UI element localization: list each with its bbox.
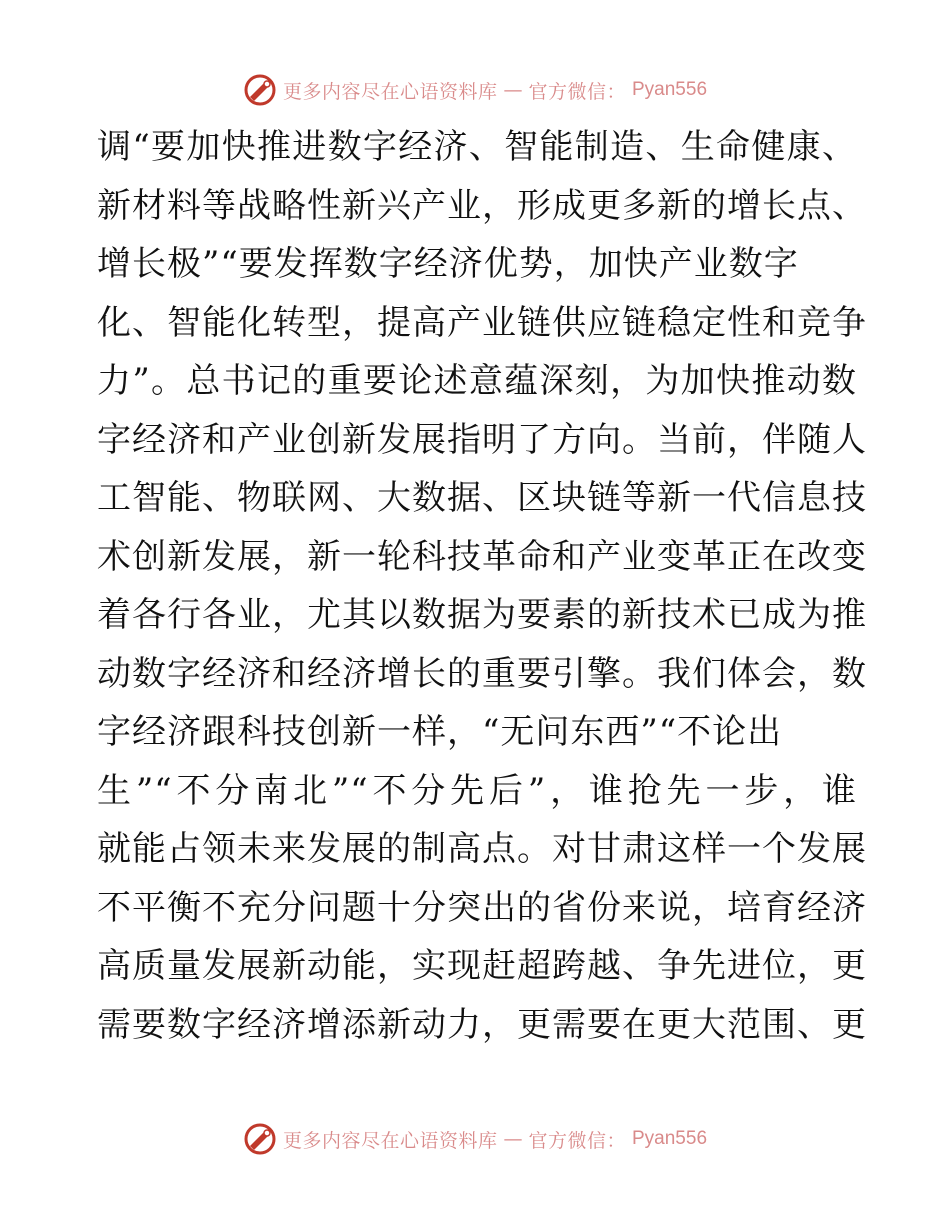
body-line: 着各行各业，尤其以数据为要素的新技术已成为推 xyxy=(97,595,867,635)
header-wechat-label: 官方微信： xyxy=(528,80,626,103)
footer-banner xyxy=(0,1119,950,1159)
footer-separator: — xyxy=(503,1128,523,1150)
body-line: 增长极”“要发挥数字经济优势，加快产业数字 xyxy=(97,244,799,284)
footer-slogan: 更多内容尽在心语资料库 xyxy=(282,1129,498,1152)
body-line: 字经济和产业创新发展指明了方向。当前，伴随人 xyxy=(97,419,867,460)
body-line: 不平衡不充分问题十分突出的省份来说，培育经济 xyxy=(97,887,867,928)
body-line: 术创新发展，新一轮科技革命和产业变革正在改变 xyxy=(97,536,867,577)
document-body xyxy=(97,118,867,1054)
body-line: 力”。总书记的重要论述意蕴深刻，为加快推动数 xyxy=(97,361,857,401)
body-line: 工智能、物联网、大数据、区块链等新一代信息技 xyxy=(97,478,867,518)
body-line: 高质量发展新动能，实现赶超跨越、争先进位，更 xyxy=(97,946,867,986)
header-wechat-account: Pyan556 xyxy=(632,79,708,100)
body-line: 调“要加快推进数字经济、智能制造、生命健康、 xyxy=(97,127,857,167)
body-line: 需要数字经济增添新动力，更需要在更大范围、更 xyxy=(97,1004,867,1045)
header-banner xyxy=(0,70,950,110)
header-slogan: 更多内容尽在心语资料库 xyxy=(282,80,498,103)
body-line: 生”“不分南北”“不分先后”，谁抢先一步，谁 xyxy=(97,770,857,811)
body-line: 字经济跟科技创新一样，“无问东西”“不论出 xyxy=(97,712,783,752)
logo-icon xyxy=(243,1122,277,1156)
footer-wechat-label: 官方微信： xyxy=(528,1129,626,1152)
header-separator: — xyxy=(503,79,523,101)
body-line: 新材料等战略性新兴产业，形成更多新的增长点、 xyxy=(97,185,867,226)
body-line: 动数字经济和经济增长的重要引擎。我们体会，数 xyxy=(97,653,867,694)
body-line: 就能占领未来发展的制高点。对甘肃这样一个发展 xyxy=(97,829,867,869)
logo-icon xyxy=(243,73,277,107)
footer-wechat-account: Pyan556 xyxy=(632,1128,708,1149)
body-line: 化、智能化转型，提高产业链供应链稳定性和竞争 xyxy=(97,302,867,343)
